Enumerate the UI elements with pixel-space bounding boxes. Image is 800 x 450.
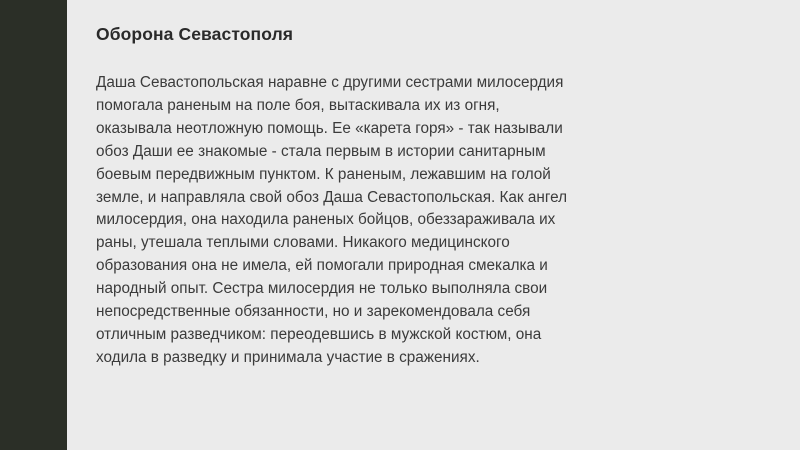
slide-body-text — [96, 72, 736, 370]
body-line: отличным разведчиком: переодевшись в мужской костюм, она — [96, 325, 542, 343]
body-line: оказывала неотложную помощь. Ее «карета горя» - так называли — [96, 119, 563, 137]
body-line: ходила в разведку и принимала участие в сражениях. — [96, 348, 480, 366]
body-line: земле, и направляла свой обоз Даша Севастопольская. Как ангел — [96, 188, 567, 206]
body-line: Даша Севастопольская наравне с другими сестрами милосердия — [96, 74, 564, 91]
slide-title: Оборона Севастополя — [96, 24, 294, 44]
body-line: помогала раненым на поле боя, вытаскивала их из огня, — [96, 96, 500, 114]
body-line: непосредственные обязанности, но и зарекомендовала себя — [96, 303, 531, 321]
left-accent-bar — [0, 0, 67, 450]
body-line: обоз Даши ее знакомые - стала первым в истории санитарным — [96, 142, 546, 160]
body-line: боевым передвижным пунктом. К раненым, лежавшим на голой — [96, 165, 551, 183]
body-line: народный опыт. Сестра милосердия не только выполняла свои — [96, 280, 548, 298]
body-line: раны, утешала теплыми словами. Никакого медицинского — [96, 234, 510, 252]
body-line: образования она не имела, ей помогали природная смекалка и — [96, 257, 548, 275]
slide-content — [96, 22, 736, 370]
body-line: милосердия, она находила раненых бойцов, обеззараживала их — [96, 211, 556, 229]
